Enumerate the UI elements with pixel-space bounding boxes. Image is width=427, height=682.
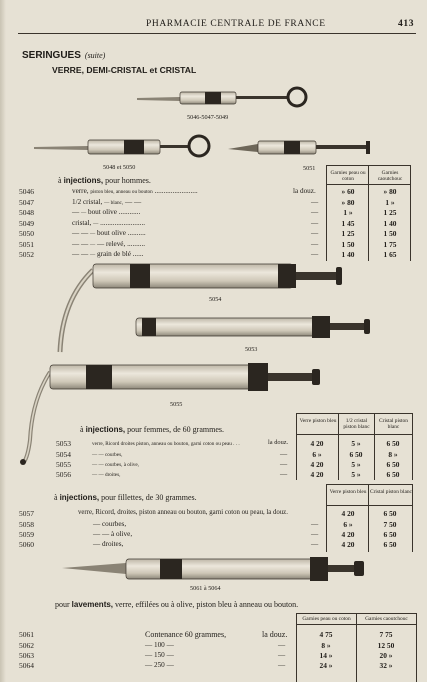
row-number: 5063	[19, 651, 34, 660]
syringe-5046-icon	[137, 88, 306, 106]
rule	[296, 613, 416, 614]
section-title: SERINGUES (suite)	[22, 50, 106, 61]
row-number: 5062	[19, 641, 34, 650]
row-number: 5050	[19, 229, 34, 238]
col-header-caoutchouc: Garnies caoutchouc	[377, 170, 403, 182]
price-cell: 20 »	[379, 651, 393, 660]
price-cell: 6 50	[383, 540, 397, 549]
row-number: 5051	[19, 240, 34, 249]
syringe-5053-icon	[136, 316, 370, 338]
rule	[326, 165, 410, 166]
price-cell: 4 20	[310, 470, 324, 479]
caption-fig3: 5051	[303, 165, 316, 172]
col-header-demi-cristal: 1/2 cristal piston blanc	[343, 418, 370, 430]
row-number: 5055	[56, 460, 71, 469]
col-header-cristal: Cristal piston blanc	[379, 418, 408, 430]
row-desc: — 250 —	[145, 661, 174, 669]
price-cell: 6 »	[343, 520, 353, 529]
row-number: 5056	[56, 470, 71, 479]
caption-fig6: 5055	[170, 401, 183, 408]
running-header: PHARMACIE CENTRALE DE FRANCE	[146, 19, 326, 29]
price-cell: 4 75	[319, 630, 333, 639]
price-cell: 4 20	[310, 439, 324, 448]
price-cell: 4 20	[341, 540, 355, 549]
row-number: 5059	[19, 530, 34, 539]
row-desc: cristal, — .........................	[72, 219, 146, 227]
price-cell: 1 40	[383, 219, 397, 228]
price-cell: 1 50	[341, 240, 355, 249]
row-desc: verre, piston bleu, anneau ou bouton ........................	[72, 187, 198, 195]
price-cell: 1 75	[383, 240, 397, 249]
row-number: 5049	[19, 219, 34, 228]
rule	[410, 165, 411, 261]
syringe-5061-icon	[62, 557, 364, 581]
row-number: 5048	[19, 208, 34, 217]
col-header-verre: Verre piston bleu	[329, 489, 367, 495]
row-number: 5061	[19, 630, 34, 639]
col-header-verre: Verre piston bleu	[299, 418, 337, 424]
price-cell: 6 50	[386, 470, 400, 479]
rule	[296, 413, 412, 414]
price-cell: 6 50	[383, 509, 397, 518]
price-cell: 1 25	[341, 229, 355, 238]
row-unit: —	[311, 219, 319, 227]
rule	[368, 484, 369, 552]
heading-femmes: à injections, pour femmes, de 60 grammes.	[80, 425, 224, 434]
caption-fig2: 5048 et 5050	[103, 164, 136, 171]
price-cell: 4 20	[310, 460, 324, 469]
section-subtitle: VERRE, DEMI-CRISTAL et CRISTAL	[52, 65, 197, 75]
price-cell: 8 »	[388, 450, 398, 459]
row-unit: —	[278, 651, 286, 659]
price-cell: 6 50	[386, 439, 400, 448]
row-number: 5052	[19, 250, 34, 259]
row-desc: — — — — relevé, ..........	[72, 240, 146, 248]
row-unit: la douz.	[293, 187, 316, 195]
row-number: 5054	[56, 450, 71, 459]
price-cell: » 80	[341, 198, 355, 207]
row-desc: — 100 —	[145, 641, 174, 649]
rule	[412, 484, 413, 552]
heading-lavements: pour lavements, verre, effilées ou à olive, piston bleu à anneau ou bouton.	[55, 600, 299, 609]
rule	[326, 184, 410, 185]
row-desc: — droites,	[93, 540, 124, 548]
price-cell: 5 »	[351, 439, 361, 448]
col-header-cristal: Cristal piston blanc	[370, 489, 412, 495]
row-desc: — — — grain de blé ......	[72, 250, 144, 258]
price-cell: 6 50	[386, 460, 400, 469]
row-unit: —	[311, 240, 319, 248]
price-cell: 1 »	[385, 198, 395, 207]
row-number: 5057	[19, 509, 34, 518]
row-desc: — — — bout olive ..........	[72, 229, 146, 237]
rule	[326, 484, 412, 485]
caption-fig1: 5046-5047-5049	[187, 114, 229, 121]
price-cell: 7 75	[379, 630, 393, 639]
price-cell: 4 20	[341, 530, 355, 539]
rule	[326, 505, 412, 506]
row-unit: la douz.	[268, 439, 289, 446]
rule	[326, 165, 327, 261]
caption-fig4: 5054	[209, 296, 222, 303]
rule	[412, 413, 413, 480]
price-cell: 1 »	[343, 208, 353, 217]
rule	[368, 165, 369, 261]
syringe-5054-icon	[60, 264, 342, 352]
row-desc: — — à olive,	[93, 530, 133, 538]
row-number: 5058	[19, 520, 34, 529]
col-header-caoutchouc: Garnies caoutchouc	[365, 616, 408, 622]
price-cell: 1 50	[383, 229, 397, 238]
row-desc: Contenance 60 grammes,	[145, 630, 227, 639]
price-cell: 5 »	[351, 460, 361, 469]
row-number: 5047	[19, 198, 34, 207]
row-unit: —	[280, 460, 288, 468]
price-cell: 12 50	[377, 641, 395, 650]
price-cell: » 60	[341, 187, 355, 196]
row-unit: —	[311, 208, 319, 216]
price-cell: 7 50	[383, 520, 397, 529]
price-cell: 1 65	[383, 250, 397, 259]
col-header-peau: Garnies peau ou coton	[330, 170, 366, 182]
rule	[296, 413, 297, 480]
row-desc: verre, Ricord, droites, piston anneau ou bouton, garni coton ou peau, la douz.	[78, 509, 288, 516]
price-cell: 14 »	[319, 651, 333, 660]
row-unit: —	[311, 540, 319, 548]
col-header-peau: Garnies peau ou coton	[302, 616, 351, 622]
row-desc: — — droites,	[92, 472, 121, 478]
price-cell: 6 50	[383, 530, 397, 539]
rule	[296, 624, 416, 625]
row-unit: —	[311, 198, 319, 206]
row-unit: —	[311, 250, 319, 258]
row-unit: —	[311, 530, 319, 538]
row-unit: —	[311, 520, 319, 528]
price-cell: 6 »	[312, 450, 322, 459]
caption-fig7: 5061 à 5064	[190, 585, 221, 592]
caption-fig5: 5053	[245, 346, 258, 353]
price-cell: 1 45	[341, 219, 355, 228]
row-unit: la douz.	[262, 630, 288, 639]
row-desc: — — bout olive ............	[72, 208, 141, 216]
page-number: 413	[398, 19, 415, 29]
row-desc: — 150 —	[145, 651, 174, 659]
price-cell: 1 40	[341, 250, 355, 259]
heading-fillettes: à injections, pour fillettes, de 30 grammes.	[54, 493, 197, 502]
row-unit: —	[278, 641, 286, 649]
rule	[326, 484, 327, 552]
row-number: 5046	[19, 187, 34, 196]
heading-hommes: à injections, pour hommes.	[58, 176, 151, 185]
row-desc: verre, Ricord droites piston, anneau ou bouton, garni coton ou peau . . .	[92, 441, 240, 447]
row-number: 5060	[19, 540, 34, 549]
price-cell: 4 20	[341, 509, 355, 518]
row-unit: —	[278, 661, 286, 669]
syringe-5048-icon	[34, 136, 209, 156]
price-cell: 1 25	[383, 208, 397, 217]
price-cell: 8 »	[321, 641, 331, 650]
price-cell: 5 »	[351, 470, 361, 479]
row-unit: —	[311, 229, 319, 237]
price-cell: » 80	[383, 187, 397, 196]
row-unit: —	[280, 450, 288, 458]
row-number: 5053	[56, 439, 71, 448]
rule	[296, 434, 412, 435]
row-desc: 1/2 cristal, — blanc, — —	[72, 198, 142, 206]
price-cell: 6 50	[349, 450, 363, 459]
row-desc: — courbes,	[93, 520, 127, 528]
price-cell: 32 »	[379, 661, 393, 670]
row-unit: —	[280, 470, 288, 478]
row-desc: — — courbes,	[92, 452, 123, 458]
rule	[416, 613, 417, 682]
row-desc: — — courbes, à olive,	[92, 462, 139, 468]
syringe-5051-icon	[228, 141, 370, 154]
price-cell: 24 »	[319, 661, 333, 670]
row-number: 5064	[19, 661, 34, 670]
